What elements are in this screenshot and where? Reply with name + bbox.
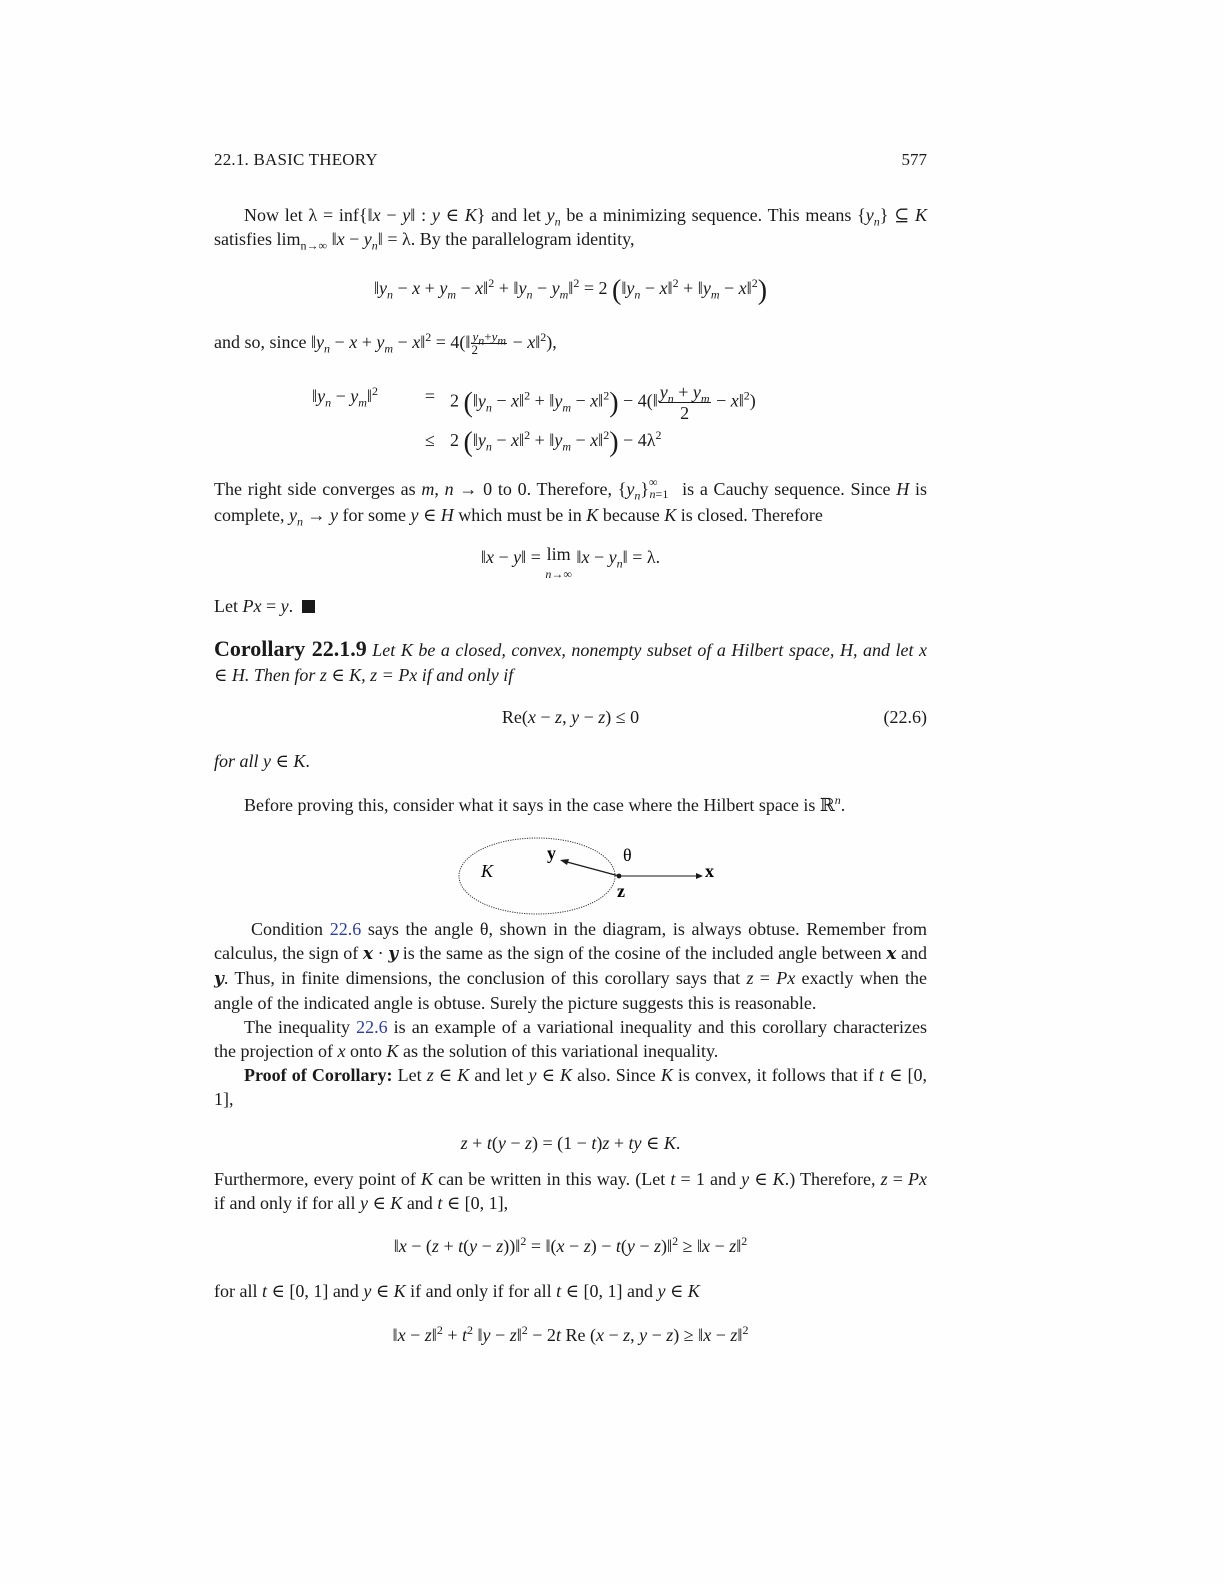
corollary-for-all: for all y ∈ K. xyxy=(214,751,310,771)
paragraph-furthermore: Furthermore, every point of K can be written in this way. (Let t = 1 and y ∈ K.) Therefore, z = Px if and only if for all y ∈ K and t ∈ [0, 1], xyxy=(214,1169,928,1213)
equation-reference-link-2[interactable]: 22.6 xyxy=(356,1017,388,1037)
lim-subscript: n→∞ xyxy=(300,238,328,253)
equation-aligned-line-1: $‖y_n$ − $y_m‖^2$ = 2 ($‖y_n$ − x‖$^2$ + $‖y_m$ − x‖$^2$) − 4(‖ $\frac{y_n + y_m}{2}$ − x‖$^2$) xyxy=(312,382,756,423)
equation-aligned-line-2: ≤ 2 ($‖y_n$ − x‖$^2$ + $‖y_m$ − x‖$^2$) − $4\lambda^2$ xyxy=(425,427,662,458)
corollary-label: Corollary 22.1.9 xyxy=(214,636,367,661)
equation-parallelogram: $‖y_n - x + y_m$ − x‖$^2$ + $‖y_n$ − $y_m‖^2 = 2$ ($‖y_n$ − x‖$^2$ + $‖y_m$ − x‖$^2$) xyxy=(373,275,768,306)
label-K: K xyxy=(481,861,494,881)
convex-set-diagram xyxy=(454,832,734,922)
paragraph-before-proving: Before proving this, consider what it says in the case where the Hilbert space is ℝ$^n$. xyxy=(244,793,846,815)
paragraph-cauchy: The right side converges as m, n → 0 to 0. Therefore, $\{y_n\}^\infty_{n=1}$ is a Cauchy sequence. Since H is complete, $y_n \to y$ for some y ∈ H which must be in K because K is closed. Therefore xyxy=(214,475,928,529)
corollary-block xyxy=(214,636,927,688)
equation-expanded-inequality: ‖x − z‖$^2$ + $t^2$ ‖y − z‖$^2$ − 2t Re (x − z, y − z) ≥ ‖x − z‖$^2$ xyxy=(392,1323,749,1345)
paragraph-let-px: Let Px = y. xyxy=(214,594,927,618)
paragraph-condition: Condition 22.6 says the angle θ, shown in the diagram, is always obtuse. Remember from calculus, the sign of x · y is the same as the sign of the cosine of the included angle between x and y. Thus, in finite dimensions, the conclusion of this corollary says that z = Px exactly when the angle of the indicated angle is obtuse. Surely the picture suggests this is reasonable. The inequality 22.6 is an example of a variational inequality and this corollary characterizes the projection of x onto K as the solution of this variational inequality. Proof of Corollary: Let z ∈ K and let y ∈ K also. Since K is convex, it follows that if t ∈ [0, 1], xyxy=(214,919,928,1109)
equation-convex-combination: z + t(y − z) = (1 − t)z + ty ∈ K. xyxy=(460,1133,681,1153)
label-theta: θ xyxy=(623,845,632,865)
point-z xyxy=(617,874,622,879)
qed-square-icon xyxy=(302,600,315,613)
arrow-to-y xyxy=(567,862,619,876)
equation-number: (22.6) xyxy=(883,707,927,727)
section-title: 22.1. BASIC THEORY xyxy=(214,150,378,169)
equation-22-6: Re(x − z, y − z) ≤ 0 (22.6) xyxy=(501,707,927,727)
running-header xyxy=(214,150,927,172)
corollary-statement: Let K be a closed, convex, nonempty subset of a Hilbert space, H, and let x ∈ H. Then for z ∈ K, z = Px if and only if xyxy=(214,640,927,685)
label-z: z xyxy=(617,881,625,901)
arrowhead-y xyxy=(560,859,569,865)
paragraph-and-so-since: and so, since $‖y_n - x + y_m$ − x‖$^2$ = 4(‖ $\frac{y_n+y_m}{2}$ − x‖$^2$), xyxy=(214,329,557,358)
label-y: y xyxy=(547,843,556,863)
paragraph-for-all-t: for all t ∈ [0, 1] and y ∈ K if and only if for all t ∈ [0, 1] and y ∈ K xyxy=(214,1281,700,1301)
equation-norm-inequality: ‖x − (z + t(y − z))‖$^2$ = ‖(x − z) − t(y − z)‖$^2$ ≥ ‖x − z‖$^2$ xyxy=(393,1234,748,1256)
paragraph-minimizing-sequence: Now let λ = inf{‖x − y‖ : y ∈ K} and let $y_n$ be a minimizing sequence. This means $\{y_n\}$ ⊆ K satisfies $\lim_{n\to\infty}$ ‖x − $y_n‖ = \lambda$. By the parallelogram identity, xyxy=(214,205,927,253)
equation-limit: ‖x − y‖ = lim n→∞ ‖x − $y_n‖ = \lambda$. xyxy=(480,544,661,581)
arrowhead-x xyxy=(696,873,703,879)
proof-label: Proof of Corollary: xyxy=(244,1065,393,1085)
equation-reference-link[interactable]: 22.6 xyxy=(329,919,362,939)
page-number: 577 xyxy=(901,150,927,169)
page xyxy=(214,0,927,1584)
label-x: x xyxy=(705,861,714,881)
